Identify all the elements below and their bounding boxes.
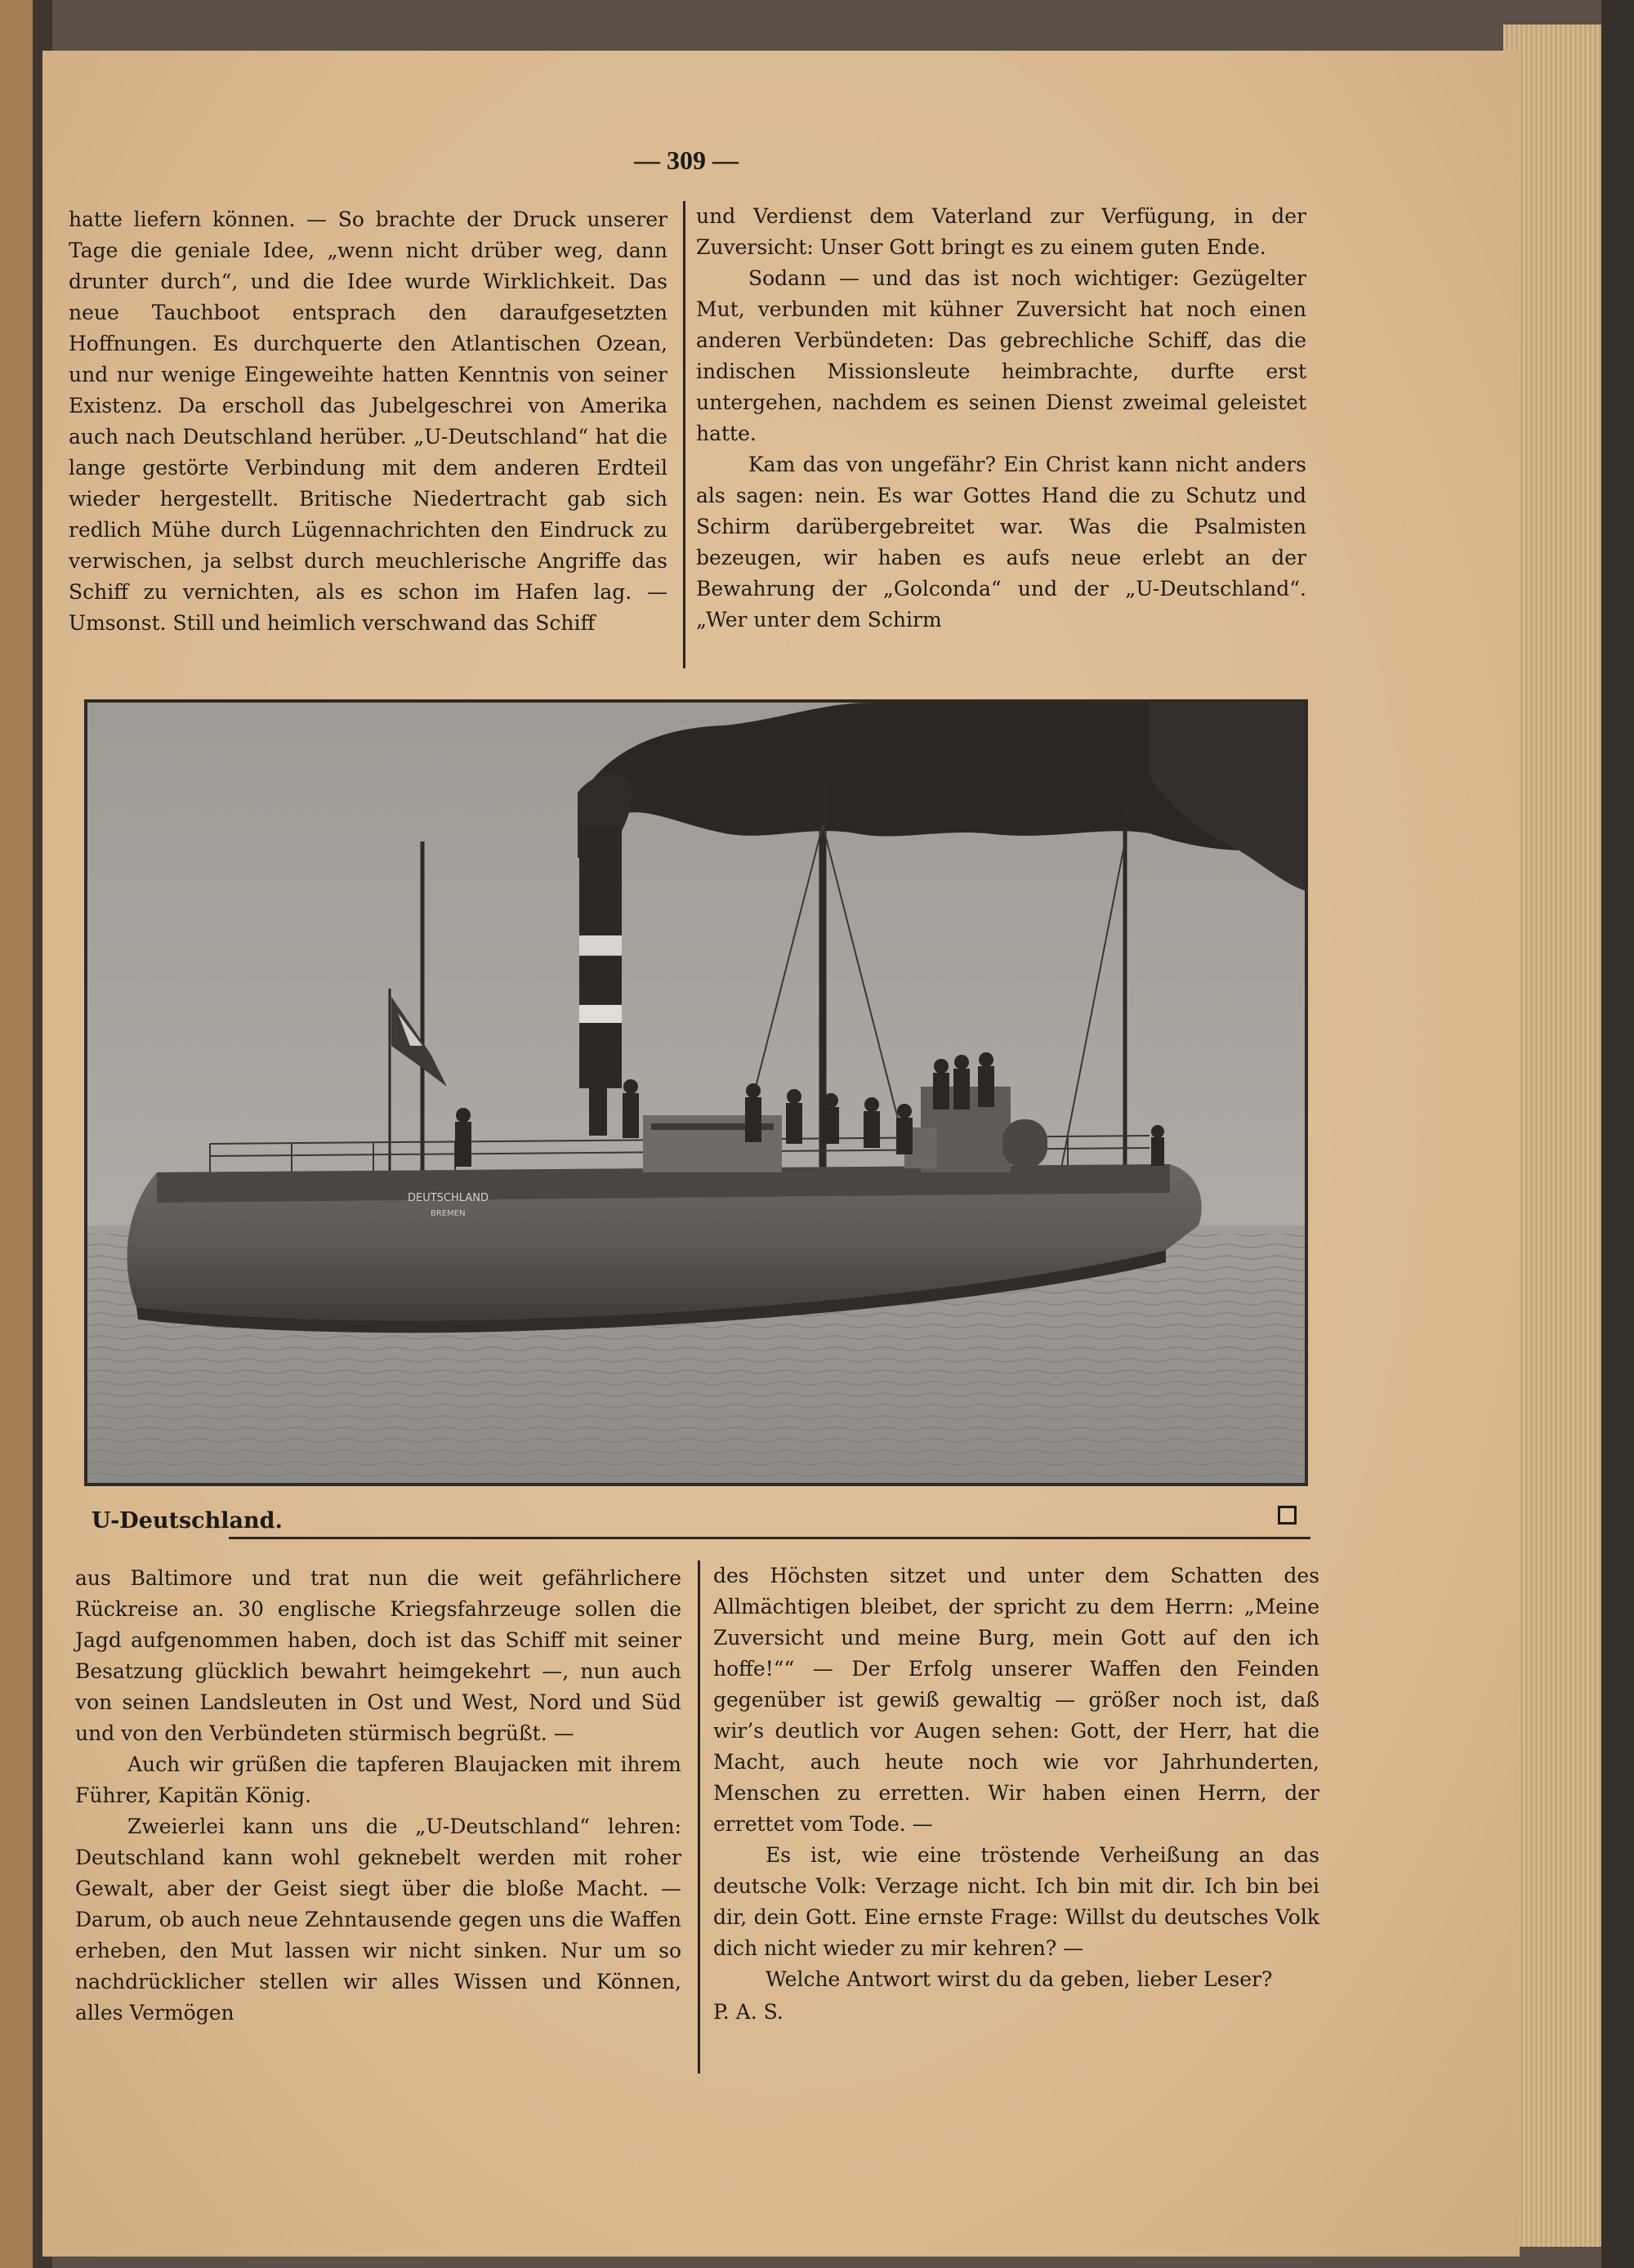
paragraph: und Verdienst dem Vaterland zur Verfügung, in der Zuversicht: Unser Gott bringt es zu einem guten Ende. (696, 204, 1306, 259)
paragraph: Welche Antwort wirst du da geben, lieber Leser? (766, 1967, 1273, 1991)
author-signature: P. A. S. (713, 2000, 784, 2024)
photo-caption: U-Deutschland. (92, 1508, 283, 1534)
book-cover-edge (1601, 0, 1634, 2268)
hull-lettering-port: BREMEN (431, 1209, 466, 1218)
lower-right-column (713, 1560, 1319, 2028)
hull-lettering-name: DEUTSCHLAND (408, 1192, 489, 1204)
paragraph: aus Baltimore und trat nun die weit gefährlichere Rückreise an. 30 englische Kriegsfahrzeuge sollen die Jagd aufgenommen haben, doch ist das Schiff mit seiner Besatzung glücklich bewahrt heimgekehrt —, nun auch von seinen Landsleuten in Ost und West, Nord und Süd und von den Verbündeten stürmisch begrüßt. — (75, 1566, 681, 1745)
page-number: — 309 — (634, 145, 739, 175)
lower-left-column (75, 1563, 681, 2029)
paragraph: Sodann — und das ist noch wichtiger: Gezügelter Mut, verbunden mit kühner Zuversicht hat noch einen anderen Verbündeten: Das gebrechliche Schiff, das die indischen Missionsleute heimbrachte, durfte erst untergehen, nachdem es seinen Dienst zweimal geleistet hatte. (696, 266, 1306, 445)
paragraph: Es ist, wie eine tröstende Verheißung an das deutsche Volk: Verzage nicht. Ich bin mit dir. Ich bin bei dir, dein Gott. Eine ernste Frage: Willst du deutsches Volk dich nicht wieder zu mir kehren? — (713, 1843, 1319, 1960)
column-rule (698, 1560, 700, 2074)
upper-left-column (69, 204, 667, 639)
paragraph: Zweierlei kann uns die „U-Deutschland“ lehren: Deutschland kann wohl geknebelt werden mit roher Gewalt, aber der Geist siegt über die bloße Macht. — Darum, ob auch neue Zehntausende gegen uns die Waffen erheben, den Mut lassen wir nicht sinken. Nur um so nachdrücklicher stellen wir alles Wissen und Können, alles Vermögen (75, 1815, 681, 2025)
photo-u-deutschland (84, 699, 1308, 1486)
previous-page-edge (0, 0, 33, 2268)
caption-rule (229, 1537, 1310, 1539)
caption-marker (1278, 1506, 1297, 1525)
paragraph: Kam das von ungefähr? Ein Christ kann nicht anders als sagen: nein. Es war Gottes Hand die zu Schutz und Schirm darübergebreitet war. Was die Psalmisten bezeugen, wir haben es aufs neue erlebt an der Bewahrung der „Golconda“ und der „U-Deutschland“. „Wer unter dem Schirm (696, 453, 1306, 632)
paragraph: hatte liefern können. — So brachte der Druck unserer Tage die geniale Idee, „wenn nicht drüber weg, dann drunter durch“, und die Idee wurde Wirklichkeit. Das neue Tauchboot entsprach den daraufgesetzten Hoffnungen. Es durchquerte den Atlantischen Ozean, und nur wenige Eingeweihte hatten Kenntnis von seiner Existenz. Da erscholl das Jubelgeschrei von Amerika auch nach Deutschland herüber. „U-Deutschland“ hat die lange gestörte Verbindung mit dem anderen Erdteil wieder hergestellt. Britische Niedertracht gab sich redlich Mühe durch Lügennachrichten den Eindruck zu verwischen, ja selbst durch meuchlerische Angriffe das Schiff zu vernichten, als es schon im Hafen lag. — Umsonst. Still und heimlich verschwand das Schiff (69, 208, 667, 635)
upper-right-column (696, 201, 1306, 636)
funnel (579, 825, 622, 940)
paragraph: Auch wir grüßen die tapferen Blaujacken mit ihrem Führer, Kapitän König. (75, 1752, 681, 1807)
column-rule (683, 201, 685, 668)
paragraph: des Höchsten sitzet und unter dem Schatten des Allmächtigen bleibet, der spricht zu dem Herrn: „Meine Zuversicht und meine Burg, mein Gott auf den ich hoffe!““ — Der Erfolg unserer Waffen den Feinden gegenüber ist gewiß gewaltig — größer noch ist, daß wir’s deutlich vor Augen sehen: Gott, der Herr, hat die Macht, auch heute noch wie vor Jahrhunderten, Menschen zu erretten. Wir haben einen Herrn, der errettet vom Tode. — (713, 1564, 1319, 1836)
